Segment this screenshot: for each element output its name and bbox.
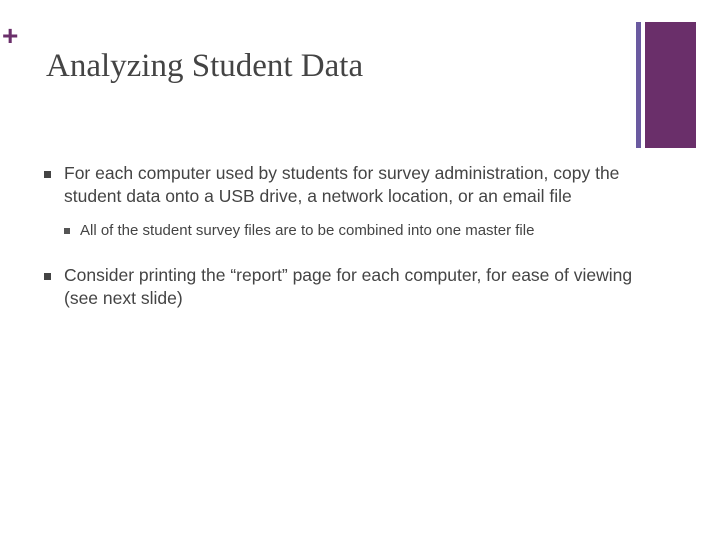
sub-bullet-text: All of the student survey files are to be combined into one master file — [80, 222, 535, 239]
bullet-text: Consider printing the “report” page for each computer, for ease of viewing (see next slide) — [64, 265, 633, 308]
bullet-item — [0, 162, 640, 208]
plus-icon: + — [2, 20, 19, 51]
sub-bullet-item — [0, 220, 640, 242]
slide-title: Analyzing Student Data — [46, 48, 364, 84]
accent-bar-thick — [645, 22, 696, 148]
square-bullet-icon — [64, 228, 70, 234]
square-bullet-icon — [44, 273, 51, 280]
bullet-text: For each computer used by students for survey administration, copy the student data onto a USB drive, a network location, or an email file — [64, 163, 620, 206]
bullet-item — [0, 264, 640, 310]
accent-bar-thin — [636, 22, 641, 148]
square-bullet-icon — [44, 171, 51, 178]
bullet-list — [0, 162, 640, 310]
